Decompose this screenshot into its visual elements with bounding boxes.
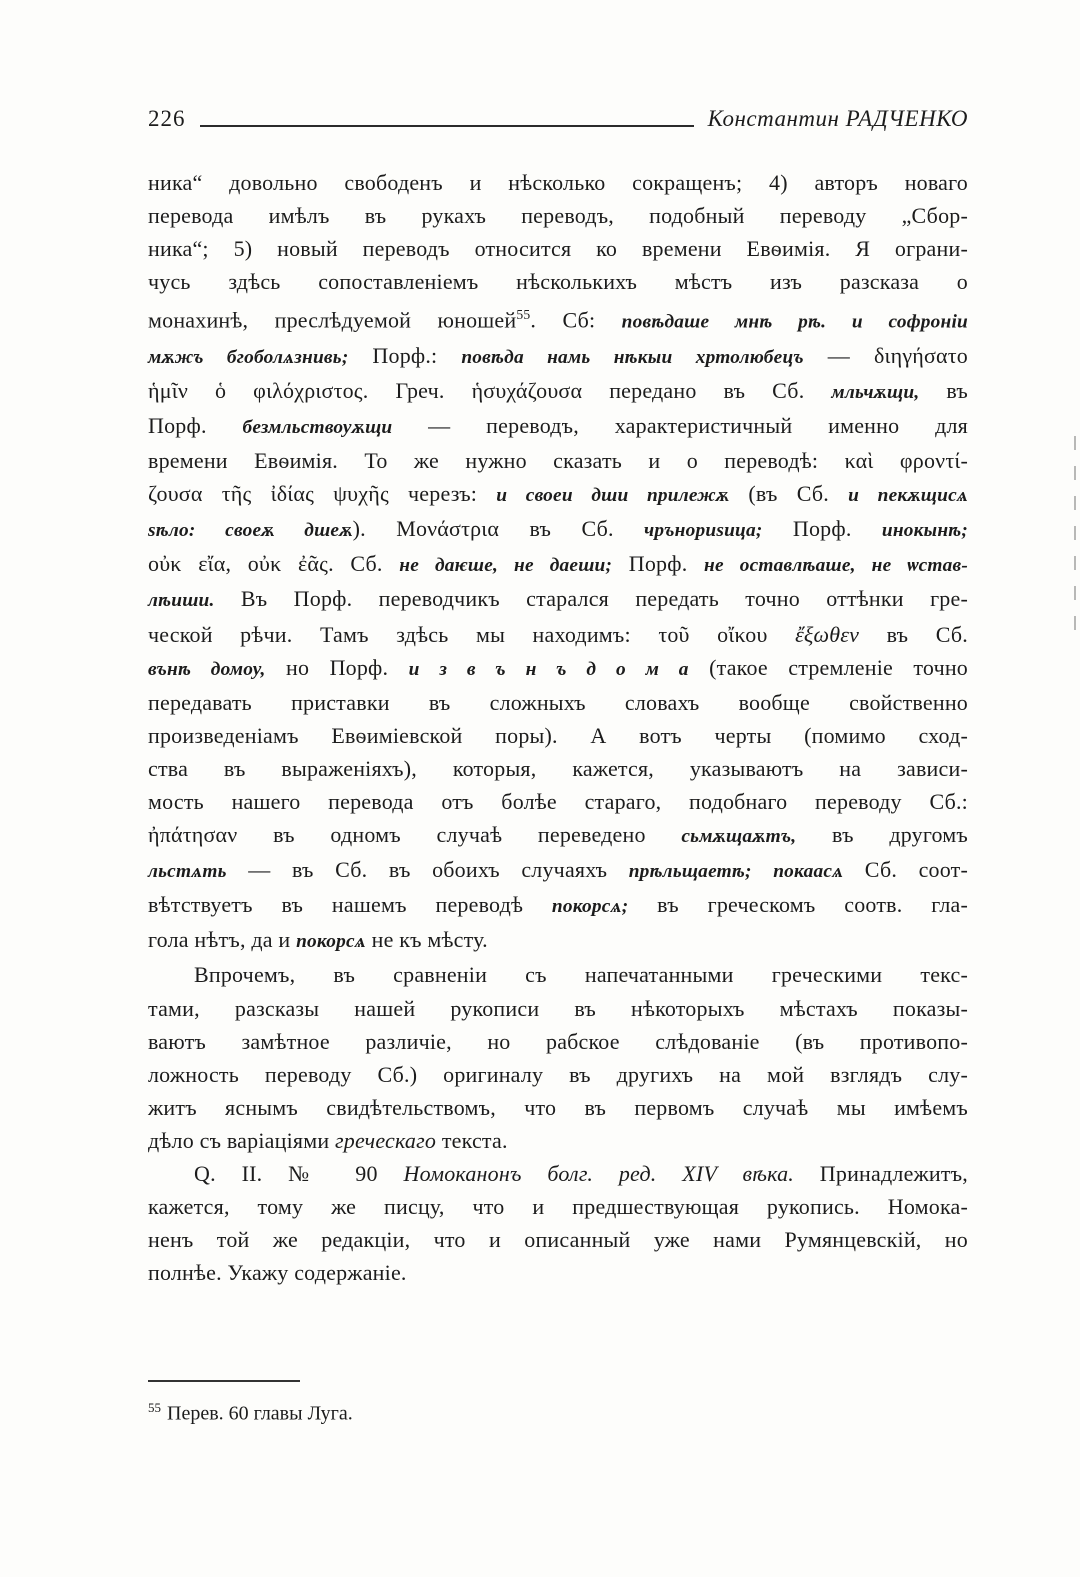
text-run: Μονάστρια xyxy=(396,516,500,542)
text-line xyxy=(148,374,968,409)
text-run: мльчѫщи, xyxy=(831,381,920,403)
text-run: прѣльщаетѣ; xyxy=(628,861,752,883)
paragraph xyxy=(148,166,968,958)
text-run: τοῦ οἴκου xyxy=(658,621,796,647)
text-run: мость нашего перевода отъ болѣе стараго, подобнаго переводу Сб.: xyxy=(148,789,968,815)
text-run: въ Сб. xyxy=(499,516,645,542)
text-run: Принадлежитъ, xyxy=(793,1161,968,1187)
text-run: вънѣ домоу, xyxy=(148,658,266,680)
text-line xyxy=(148,1091,968,1124)
text-run: передано въ Сб. xyxy=(582,377,832,403)
text-run: Порф.: xyxy=(348,342,462,368)
text-run: покаасѧ xyxy=(773,861,844,883)
text-run: не оставлѣаше, не ѡстав- xyxy=(704,555,969,577)
text-run: житъ яснымъ свидѣтельствомъ, что въ первомъ случаѣ мы имѣемъ xyxy=(148,1094,968,1120)
text-run: ѕѣло: своеѫ дшеѫ xyxy=(148,520,353,542)
text-run: въ xyxy=(919,377,969,403)
text-line xyxy=(148,618,968,651)
text-line xyxy=(148,547,968,582)
footnote-marker: 55 xyxy=(148,1400,161,1415)
running-header xyxy=(148,106,968,132)
text-line xyxy=(148,265,968,298)
text-line xyxy=(148,339,968,374)
text-run: Въ Порф. переводчикъ старался передать точно оттѣнки гре- xyxy=(214,586,968,612)
footnote-body: Перев. 60 главы Луга. xyxy=(167,1402,353,1425)
text-run: кажется, тому же писцу, что и предшествующая рукопись. Номока- xyxy=(148,1194,968,1220)
text-line xyxy=(148,1223,968,1256)
text-run: повѣда намь нѣкыи хртолюбецъ xyxy=(461,346,804,368)
text-line xyxy=(148,992,968,1025)
text-run: (въ Сб. xyxy=(729,481,849,507)
text-run: времени Евѳимія. То же нужно сказать и о переводѣ: xyxy=(148,448,845,474)
text-run: — переводъ, характеристичный именно для xyxy=(392,412,969,438)
text-run: διηγήσατο xyxy=(873,342,968,368)
text-run: Q. II. № 90 xyxy=(194,1161,404,1187)
text-run: καὶ φροντί- xyxy=(844,448,969,474)
footnote-area xyxy=(148,1380,968,1428)
text-run: и пекѫщисѧ xyxy=(848,485,968,507)
text-run: гола нѣтъ, да и xyxy=(148,927,297,953)
text-run: ника“ довольно свободенъ и нѣсколько сокращенъ; 4) авторъ новаго xyxy=(148,170,968,195)
scan-artifact xyxy=(1074,436,1076,632)
text-run: чусь здѣсь сопоставленіемъ нѣсколькихъ мѣстъ изъ разсказа о xyxy=(148,269,968,295)
text-line xyxy=(148,785,968,818)
text-run: ζουσα τῆς ἰδίας ψυχῆς xyxy=(148,481,389,507)
text-run: Номоканонъ болг. ред. XIV вѣка. xyxy=(403,1161,794,1187)
text-run: въ Сб. xyxy=(859,621,968,647)
text-line xyxy=(148,409,968,444)
text-run: ἠπάτησαν xyxy=(148,822,238,848)
text-run: передавать приставки въ сложныхъ словахъ вообще свойственно xyxy=(148,689,968,715)
text-run: лѣиши. xyxy=(148,590,215,612)
page-number: 226 xyxy=(148,106,186,131)
text-line xyxy=(148,298,968,338)
text-run: дѣло съ варіаціями xyxy=(148,1127,335,1153)
text-line xyxy=(148,166,968,199)
text-run: но Порф. xyxy=(265,654,409,680)
text-line xyxy=(148,853,968,888)
text-line xyxy=(148,651,968,686)
text-line xyxy=(148,1190,968,1223)
text-run: Греч. xyxy=(368,377,472,403)
text-run: и з в ъ н ъ д о м а xyxy=(408,658,689,680)
text-line xyxy=(148,818,968,853)
text-run: полнѣе. Укажу содержаніе. xyxy=(148,1260,407,1286)
text-run: ненъ той же редакціи, что и описанный уже нами Румянцевскій, но xyxy=(148,1227,968,1253)
text-line xyxy=(148,888,968,923)
text-run: — въ Сб. въ обоихъ случаяхъ xyxy=(226,857,629,883)
text-run: не къ мѣсту. xyxy=(365,927,488,953)
text-run: οὐκ εἴα, οὐκ ἐᾶς. xyxy=(148,551,334,577)
text-run: безмльствоуѫщи xyxy=(242,416,393,438)
text-run: въ греческомъ соотв. гла- xyxy=(628,892,968,918)
text-run: льстѧть xyxy=(148,861,227,883)
text-line xyxy=(148,444,968,477)
footnote-rule xyxy=(148,1380,300,1382)
text-run: и своеи дши прилежѫ xyxy=(496,485,730,507)
footnote-text xyxy=(148,1394,968,1428)
text-run: мѫжъ бгоболѧзнивь; xyxy=(148,346,349,368)
text-line xyxy=(148,232,968,265)
text-line xyxy=(148,923,968,958)
text-run: ваютъ замѣтное различіе, но рабское слѣдованіе (въ противопо- xyxy=(148,1028,968,1054)
text-run: ). xyxy=(352,516,397,542)
text-run: сьмѫщаѫтъ, xyxy=(681,826,797,848)
text-run: ἡσυχάζουσα xyxy=(471,377,583,403)
text-line xyxy=(148,1157,968,1190)
text-run: Порф. xyxy=(762,516,882,542)
text-line xyxy=(148,199,968,232)
text-run: Порф. xyxy=(148,412,243,438)
text-run: произведеніамъ Евѳиміевской поры). А вотъ черты (помимо сход- xyxy=(148,722,968,748)
text-run: ческой рѣчи. Тамъ здѣсь мы находимъ: xyxy=(148,621,659,647)
text-run: не даѥше, не даеши; xyxy=(399,555,613,577)
text-line xyxy=(148,1256,968,1289)
author-name: Константин РАДЧЕНКО xyxy=(707,106,968,131)
text-run: въ одномъ случаѣ переведено xyxy=(237,822,682,848)
text-line xyxy=(148,958,968,991)
text-line xyxy=(148,477,968,512)
text-line xyxy=(148,719,968,752)
text-line xyxy=(148,1124,968,1157)
text-line xyxy=(148,582,968,617)
text-run: повѣдаше мнѣ рѣ. и софроніи xyxy=(621,311,969,333)
text-line xyxy=(148,1058,968,1091)
text-run: ника“; 5) новый переводъ относится ко времени Евѳимія. Я ограни- xyxy=(148,236,968,262)
text-block xyxy=(148,166,968,1289)
footnote-ref: 55 xyxy=(516,307,531,323)
text-run: текста. xyxy=(436,1127,508,1153)
text-run: монахинѣ, преслѣдуемой юношей xyxy=(148,307,517,333)
paragraph xyxy=(148,958,968,1157)
text-run: — xyxy=(803,342,874,368)
text-line xyxy=(148,752,968,785)
text-run xyxy=(752,857,774,882)
text-run: ἡμῖν ὁ φιλόχριστος. xyxy=(148,377,369,403)
text-line xyxy=(148,1025,968,1058)
text-run: ства въ выраженіяхъ), которыя, кажется, указываютъ на зависи- xyxy=(148,755,968,781)
text-run: Порф. xyxy=(612,551,705,577)
text-run: ἔξωθεν xyxy=(795,621,860,647)
text-run: вѣтствуетъ въ нашемъ переводѣ xyxy=(148,892,552,918)
text-run: Сб. xyxy=(333,551,400,577)
text-run: покорсѧ; xyxy=(551,896,629,918)
text-run: покорсѧ xyxy=(296,931,366,953)
text-run: Впрочемъ, въ сравненіи съ напечатанными греческими текс- xyxy=(194,962,968,988)
text-line xyxy=(148,512,968,547)
text-line xyxy=(148,686,968,719)
text-run: тами, разсказы нашей рукописи въ нѣкоторыхъ мѣстахъ показы- xyxy=(148,995,968,1021)
header-rule xyxy=(200,125,694,127)
text-run: инокынѣ; xyxy=(881,520,969,542)
text-run: греческаго xyxy=(335,1127,437,1153)
text-run: (такое стремленіе точно xyxy=(688,654,969,680)
text-run: . Сб: xyxy=(530,307,622,333)
text-run: чрънориѕица; xyxy=(644,520,763,542)
text-run: ложность переводу Сб.) оригиналу въ другихъ на мой взглядъ слу- xyxy=(148,1061,968,1087)
text-run: перевода имѣлъ въ рукахъ переводъ, подобный переводу „Сбор- xyxy=(148,203,968,229)
text-run: Сб. соот- xyxy=(843,857,968,883)
text-run: черезъ: xyxy=(388,481,497,507)
paragraph xyxy=(148,1157,968,1289)
text-run: въ другомъ xyxy=(796,822,968,848)
